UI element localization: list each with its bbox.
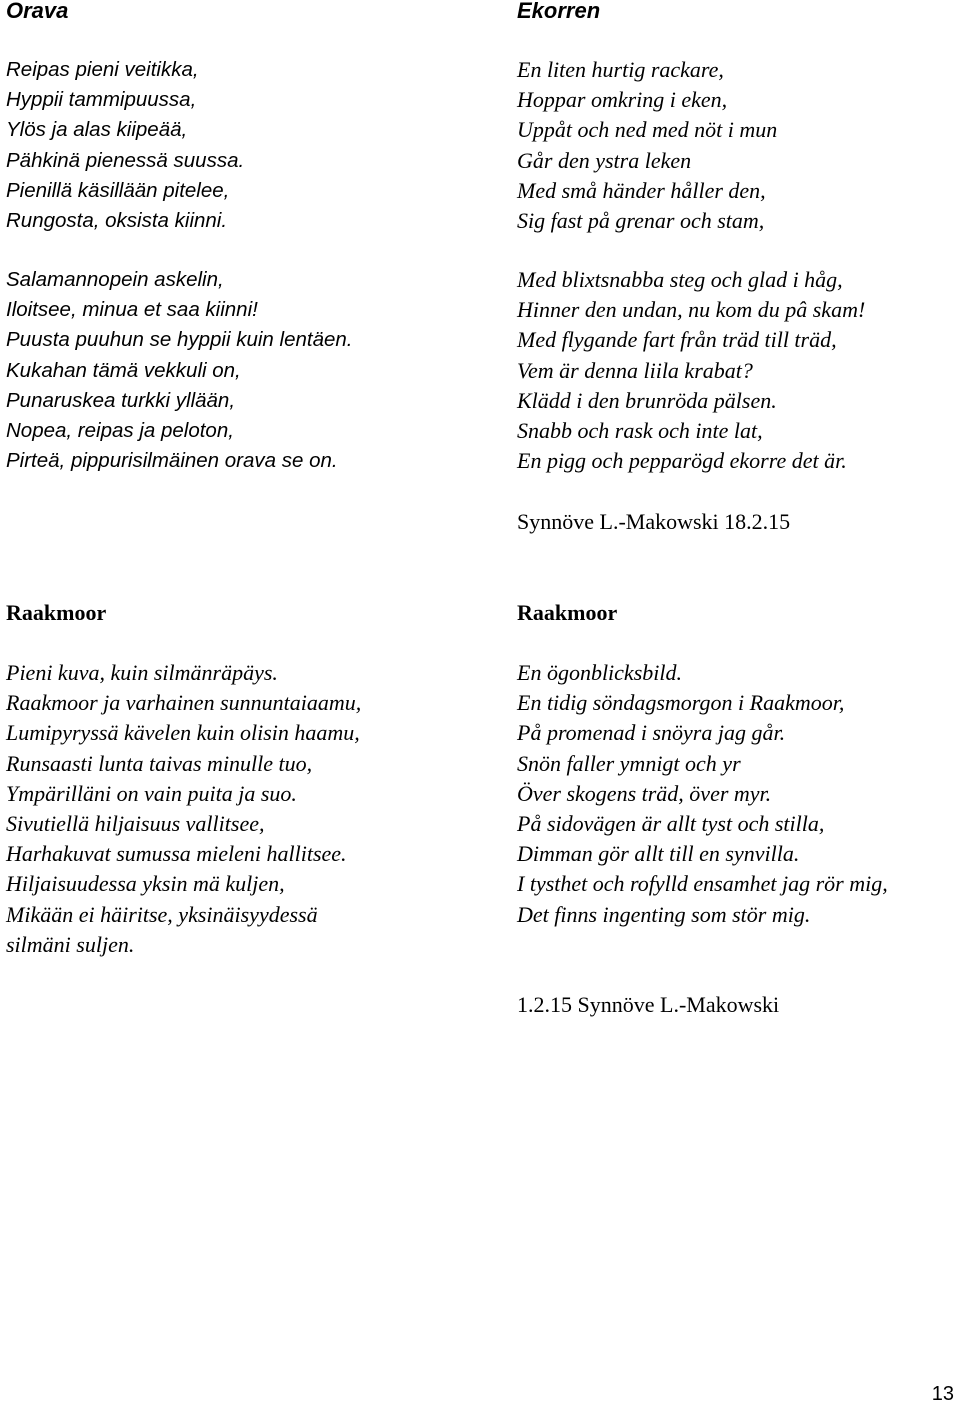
poem-line: Pienillä käsillään pitelee, — [6, 178, 230, 202]
poem-line: Ympärilläni on vain puita ja suo. — [6, 780, 297, 806]
page-number: 13 — [931, 1383, 954, 1405]
poem-line: Med blixtsnabba steg och glad i håg, — [517, 267, 843, 292]
orava-stanza-1 — [6, 55, 244, 236]
poem-line: En liten hurtig rackare, — [517, 57, 724, 82]
poem-line: Sig fast på grenar och stam, — [517, 207, 765, 233]
poem-line: Hoppar omkring i eken, — [517, 87, 728, 113]
poem-line: Harhakuvat sumussa mieleni hallitsee. — [6, 841, 347, 867]
poem-line: Hiljaisuudessa yksin mä kuljen, — [6, 871, 285, 897]
poem-line: Går den ystra leken — [517, 147, 692, 173]
ekorren-stanza-2 — [517, 265, 865, 476]
poem-line: Rungosta, oksista kiinni. — [6, 208, 228, 232]
poem-line: Pähkinä pienessä suussa. — [6, 148, 245, 172]
poem-line: Snabb och rask och inte lat, — [517, 417, 763, 443]
poem-line: Runsaasti lunta taivas minulle tuo, — [6, 750, 313, 776]
poem-line: Över skogens träd, över myr. — [517, 780, 772, 806]
poem-title-ekorren: Ekorren — [517, 0, 601, 23]
poem-line: Vem är denna liila krabat? — [517, 357, 753, 383]
poem-line: Det finns ingenting som stör mig. — [517, 901, 811, 927]
raakmoor-signature: 1.2.15 Synnöve L.-Makowski — [517, 992, 780, 1017]
ekorren-stanza-1 — [517, 55, 777, 236]
poem-line: Med små händer håller den, — [517, 177, 766, 203]
poem-line: Salamannopein askelin, — [6, 268, 224, 291]
poem-line: Lumipyryssä kävelen kuin olisin haamu, — [6, 720, 360, 746]
poem-line: Nopea, reipas ja peloton, — [6, 418, 234, 442]
poem-line: Raakmoor ja varhainen sunnuntaiaamu, — [6, 690, 362, 716]
raakmoor-sv-stanza — [517, 658, 888, 930]
poem-line: Hyppii tammipuussa, — [6, 88, 197, 112]
poem-title-raakmoor-fi: Raakmoor — [6, 600, 107, 625]
poem-line: En pigg och pepparögd ekorre det är. — [517, 448, 847, 474]
poem-line: Hinner den undan, nu kom du pâ skam! — [517, 297, 866, 323]
poem-line: Pirteä, pippurisilmäinen orava se on. — [6, 449, 338, 473]
poem-line: Sivutiellä hiljaisuus vallitsee, — [6, 810, 265, 836]
poem-line: På promenad i snöyra jag går. — [517, 720, 786, 746]
raakmoor-fi-stanza — [6, 658, 361, 960]
poem-line: Uppåt och ned med nöt i mun — [517, 117, 778, 143]
poem-line: Pieni kuva, kuin silmänräpäys. — [6, 660, 278, 685]
poem-line: Mikään ei häiritse, yksinäisyydessä — [6, 901, 318, 927]
poem-line: silmäni suljen. — [6, 931, 135, 957]
poem-line: Puusta puuhun se hyppii kuin lentäen. — [6, 328, 353, 352]
poem-line: Klädd i den brunröda pälsen. — [517, 387, 777, 413]
poem-line: Snön faller ymnigt och yr — [517, 750, 741, 776]
poem-line: Kukahan tämä vekkuli on, — [6, 358, 241, 382]
poem-title-orava: Orava — [6, 0, 69, 23]
poem-line: Reipas pieni veitikka, — [6, 58, 199, 81]
poem-line: Ylös ja alas kiipeää, — [6, 118, 188, 142]
poem-line: Med flygande fart från träd till träd, — [517, 327, 837, 353]
poem-title-raakmoor-sv: Raakmoor — [517, 600, 618, 625]
poem-line: En tidig söndagsmorgon i Raakmoor, — [517, 690, 845, 716]
orava-stanza-2 — [6, 265, 352, 476]
ekorren-signature: Synnöve L.-Makowski 18.2.15 — [517, 509, 791, 534]
poem-line: Dimman gör allt till en synvilla. — [517, 841, 800, 867]
poem-line: På sidovägen är allt tyst och stilla, — [517, 810, 825, 836]
poem-line: En ögonblicksbild. — [517, 660, 682, 685]
poem-line: Punaruskea turkki yllään, — [6, 388, 236, 412]
poem-line: I tysthet och rofylld ensamhet jag rör mig, — [517, 871, 888, 897]
poem-line: Iloitsee, minua et saa kiinni! — [6, 298, 258, 322]
